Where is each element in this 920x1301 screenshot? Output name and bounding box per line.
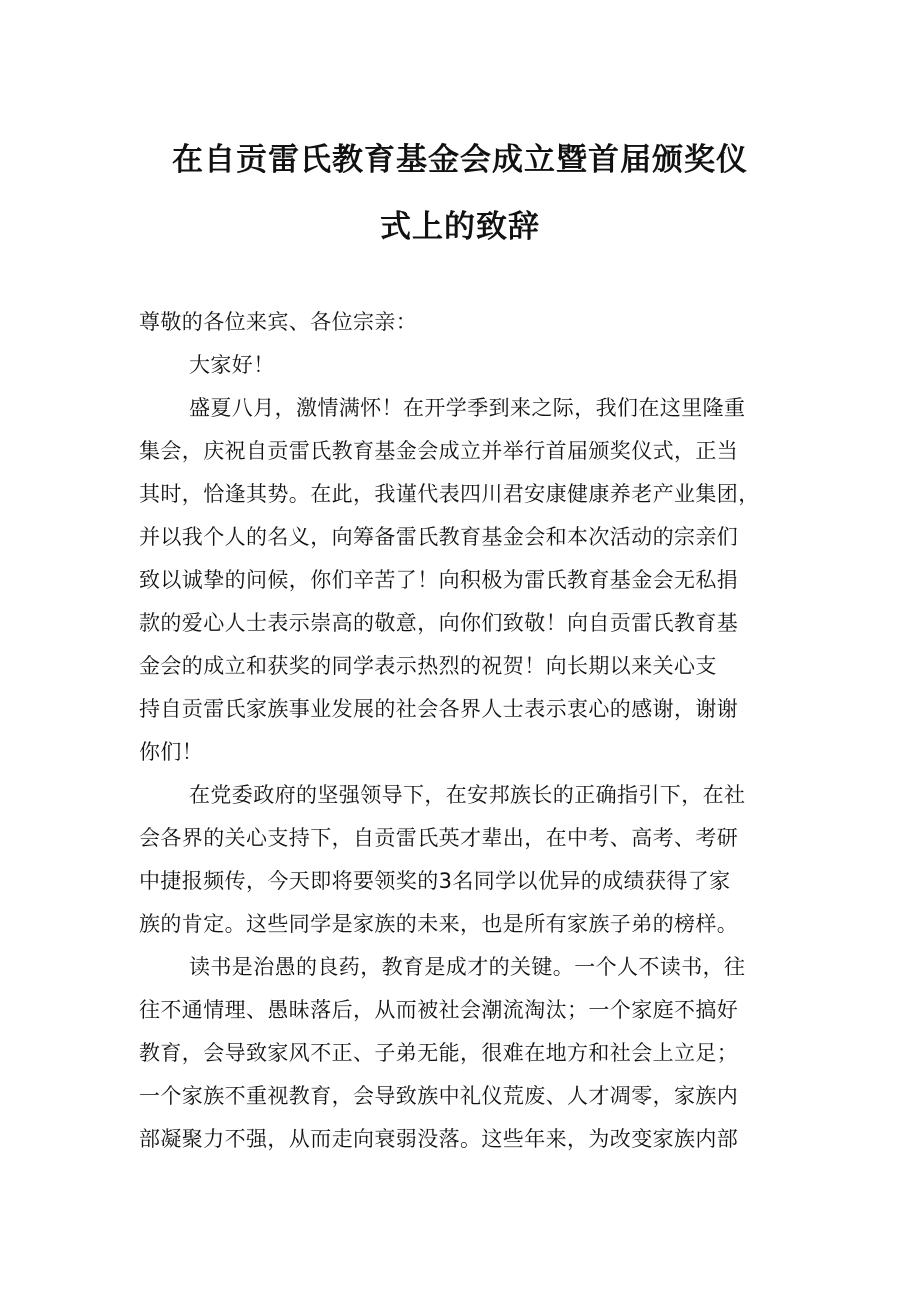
paragraph-line: 并以我个人的名义，向筹备雷氏教育基金会和本次活动的宗亲们 — [139, 525, 739, 549]
paragraph-line: 部凝聚力不强，从而走向衰弱没落。这些年来，为改变家族内部 — [139, 1127, 739, 1151]
paragraph-line: 款的爱心人士表示崇高的敬意，向你们致敬！向自贡雷氏教育基 — [139, 611, 739, 635]
paragraph-line: 持自贡雷氏家族事业发展的社会各界人士表示衷心的感谢，谢谢 — [139, 697, 739, 721]
paragraph-line: 致以诚挚的问候，你们辛苦了！向积极为雷氏教育基金会无私捐 — [139, 568, 739, 592]
paragraph-line: 集会，庆祝自贡雷氏教育基金会成立并举行首届颁奖仪式，正当 — [139, 439, 739, 463]
paragraph-line: 其时，恰逢其势。在此，我谨代表四川君安康健康养老产业集团， — [139, 482, 760, 506]
document-title-line-1: 在自贡雷氏教育基金会成立暨首届颁奖仪 — [172, 142, 748, 178]
paragraph-line: 中捷报频传，今天即将要领奖的3名同学以优异的成绩获得了家 — [139, 869, 731, 893]
paragraph-line: 会各界的关心支持下，自贡雷氏英才辈出，在中考、高考、考研 — [139, 826, 739, 850]
salutation: 尊敬的各位来宾、各位宗亲： — [139, 310, 418, 334]
paragraph-line: 一个家族不重视教育，会导致族中礼仪荒废、人才凋零，家族内 — [139, 1084, 739, 1108]
paragraph-line: 在党委政府的坚强领导下，在安邦族长的正确指引下，在社 — [189, 783, 746, 807]
paragraph-line: 读书是治愚的良药，教育是成才的关键。一个人不读书，往 — [189, 955, 746, 979]
paragraph-line: 你们！ — [139, 740, 204, 764]
greeting: 大家好！ — [189, 353, 275, 377]
paragraph-line: 往不通情理、愚昧落后，从而被社会潮流淘汰；一个家庭不搞好 — [139, 998, 739, 1022]
paragraph-line: 教育，会导致家风不正、子弟无能，很难在地方和社会上立足； — [139, 1041, 739, 1065]
paragraph-line: 金会的成立和获奖的同学表示热烈的祝贺！向长期以来关心支 — [139, 654, 717, 678]
paragraph-line: 盛夏八月，激情满怀！在开学季到来之际，我们在这里隆重 — [189, 396, 746, 420]
paragraph-line: 族的肯定。这些同学是家族的未来，也是所有家族子弟的榜样。 — [139, 912, 739, 936]
document-title-line-2: 式上的致辞 — [380, 209, 540, 245]
